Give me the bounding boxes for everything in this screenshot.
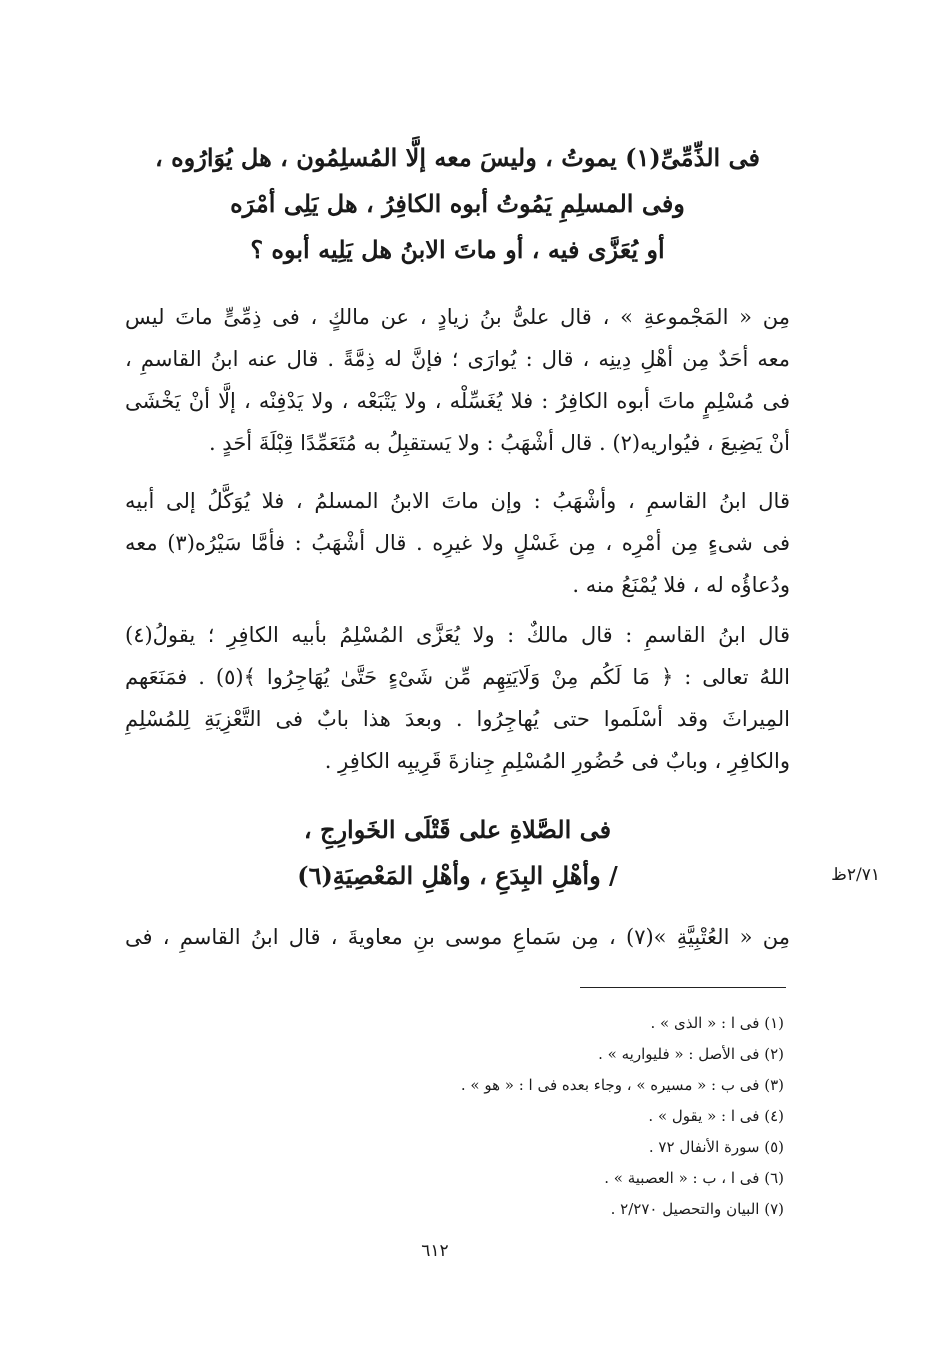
section-heading-line-4: فى الصَّلاةِ على قَتْلَى الخَوارِجِ ، xyxy=(303,815,612,844)
manuscript-folio-note: ٢/٧١ظ xyxy=(831,865,880,885)
text-line: اللهُ تعالى : ﴿ مَا لَكُم مِنْ وَلَايَتِهِم مِّن شَىْءٍ حَتَّىٰ يُهَاجِرُوا ﴾(٥) . فمَنَعَهم xyxy=(125,665,790,689)
section-heading-line-5: / وأهْلِ البِدَعِ ، وأهْلِ المَعْصِيَةِ(٦) xyxy=(297,861,618,890)
text-line: مِن « العُتْبِيَّةِ »(٧) ، مِن سَماعِ موسى بنِ معاويةَ ، قال ابنُ القاسمِ ، فى xyxy=(125,925,790,949)
footnotes xyxy=(300,1008,784,1225)
footnote-separator xyxy=(580,987,786,988)
text-line: ودُعاؤُه له ، فلا يُمْنَعُ منه . xyxy=(572,573,790,597)
text-line: فى شىءٍ مِن أمْرِه ، مِن غَسْلٍ ولا غيرِه . قال أشْهَبُ : فأمَّا سَيْرُه(٣) معه xyxy=(125,531,790,555)
paragraph-utbiyya xyxy=(125,916,790,958)
footnote: (٥) سورة الأنفال ٧٢ . xyxy=(648,1138,784,1156)
section-heading-line-3: أو يُعَزَّى فيه ، أو ماتَ الابنُ هل يَلِيه أبوه ؟ xyxy=(250,235,665,264)
section-heading-line-2: وفى المسلِمِ يَمُوتُ أبوه الكافِرُ ، هل يَلِى أمْرَه xyxy=(230,189,685,218)
footnote: (٣) فى ب : « مسيره » ، وجاء بعده فى ا : « هو » . xyxy=(460,1076,784,1094)
text-line: أنْ يَضِيعَ ، فيُواريه(٢) . قال أشْهَبُ : ولا يَستقبِلُ به مُتَعَمِّدًا قِبْلَةَ أحَدٍ . xyxy=(208,431,790,455)
text-line: قال ابنُ القاسمِ ، وأشْهَبُ : وإن ماتَ الابنُ المسلمُ ، فلا يُوَكَّلُ إلى أبيه xyxy=(125,489,790,513)
text-line: معه أحَدٌ مِن أهْلِ دِينِه ، قال : يُوارَى ؛ فإنَّ له ذِمَّةً . قال عنه ابنُ القاسمِ ، xyxy=(125,347,790,371)
footnote: (١) فى ا : « الذى » . xyxy=(650,1014,784,1032)
footnote: (٤) فى ا : « يقول » . xyxy=(648,1107,784,1125)
text-line: قال ابنُ القاسمِ : قال مالكٌ : ولا يُعَزَّى المُسْلِمُ بأبيه الكافِرِ ؛ يقولُ(٤) xyxy=(125,623,790,647)
text-line: مِن « المَجْموعةِ » ، قال علىُّ بنُ زيادٍ ، عن مالكٍ ، فى ذِمِّىٍّ ماتَ ليس xyxy=(125,305,790,329)
footnote: (٧) البيان والتحصيل ٢/٢٧٠ . xyxy=(610,1200,784,1218)
footnote: (٢) فى الأصل : « فليواريه » . xyxy=(598,1045,784,1063)
text-line: فى مُسْلِمٍ ماتَ أبوه الكافِرُ : فلا يُغَسِّلْه ، ولا يَتْبَعْه ، ولا يَدْفِنْه ، إلَّا أنْ يَخْشَى xyxy=(125,389,790,413)
paragraph-ibn-qasim-ashhab xyxy=(125,480,790,606)
paragraph-tazia xyxy=(125,614,790,782)
section-heading-line-1: فى الذِّمِّىِّ(١) يموتُ ، وليسَ معه إلَّا المُسلِمُون ، هل يُوَارُوه ، xyxy=(154,143,761,172)
text-line: المِيراثَ وقد أسْلَموا حتى يُهاجِرُوا . وبعدَ هذا بابٌ فى التَّعْزِيَةِ لِلمُسْلِمِ xyxy=(125,707,790,731)
page-number: ٦١٢ xyxy=(421,1241,449,1261)
footnote: (٦) فى ا ، ب : « العصبية » . xyxy=(604,1169,784,1187)
paragraph-majmua xyxy=(125,296,790,464)
text-line: والكافِرِ ، وبابٌ فى حُضُورِ المُسْلِمِ جِنازةَ قَرِيبِه الكافِرِ . xyxy=(324,749,790,773)
